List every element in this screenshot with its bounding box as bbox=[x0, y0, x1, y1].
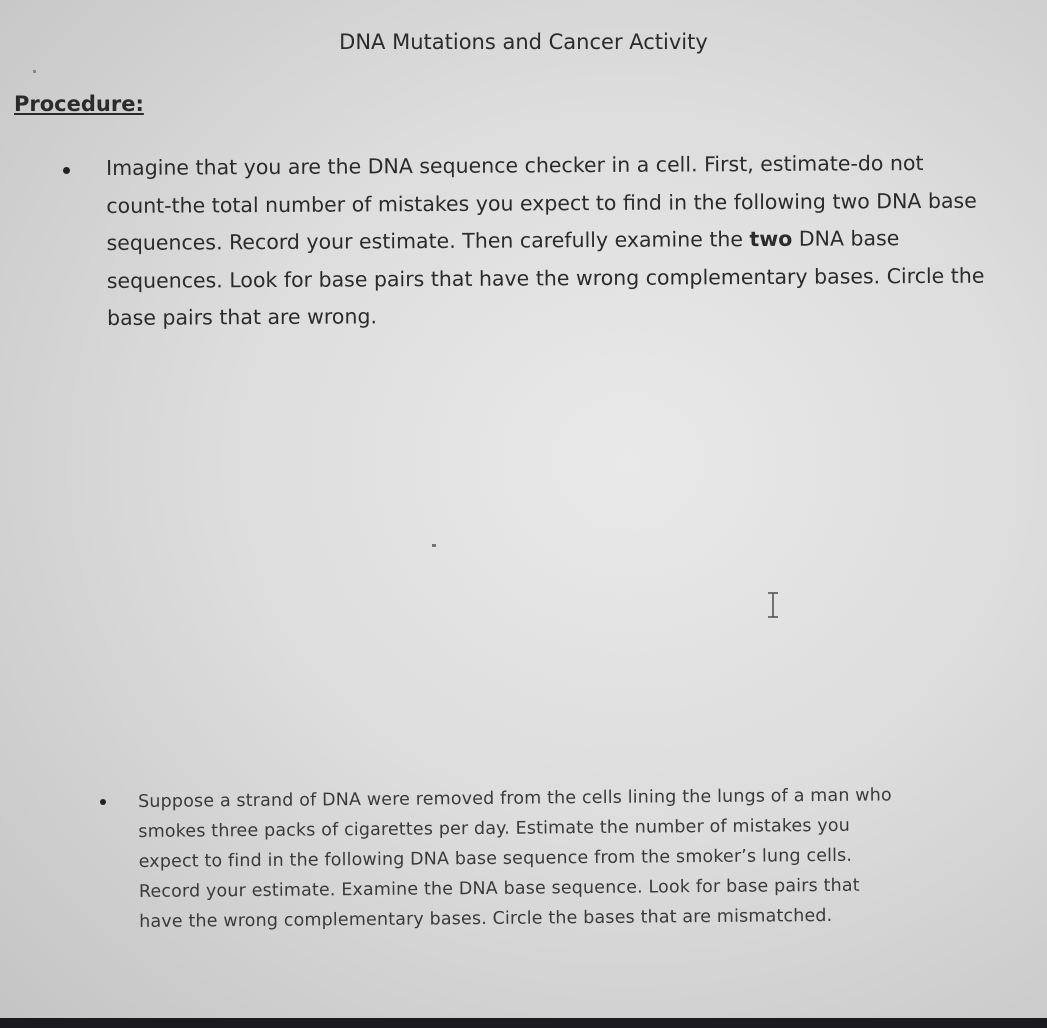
step-2-line: Record your estimate. Examine the DNA base sequence. Look for base pairs that bbox=[138, 875, 860, 902]
step-2-line: Suppose a strand of DNA were removed from the cells lining the lungs of a man who bbox=[138, 785, 892, 812]
text-cursor-icon bbox=[766, 591, 780, 619]
step-1-line-part: sequences. Record your estimate. Then carefully examine the bbox=[106, 227, 744, 255]
procedure-step-1 bbox=[106, 144, 1037, 337]
page-title: DNA Mutations and Cancer Activity bbox=[339, 30, 708, 54]
bullet-icon bbox=[100, 799, 106, 805]
step-2-line: expect to find in the following DNA base sequence from the smoker’s lung cells. bbox=[138, 845, 853, 872]
step-2-line: smokes three packs of cigarettes per day. Estimate the number of mistakes you bbox=[138, 815, 851, 842]
scan-speck bbox=[432, 544, 436, 547]
bullet-icon bbox=[63, 167, 70, 174]
step-1-line: base pairs that are wrong. bbox=[106, 304, 378, 330]
step-1-line: sequences. Look for base pairs that have the wrong complementary bases. Circle the bbox=[106, 263, 985, 293]
emphasis-word: two bbox=[749, 226, 793, 252]
step-1-line bbox=[106, 219, 1036, 262]
monitor-bezel bbox=[0, 1018, 1047, 1028]
procedure-step-2 bbox=[138, 779, 1019, 937]
step-2-line: have the wrong complementary bases. Circle the bases that are mismatched. bbox=[139, 905, 833, 932]
step-1-line: Imagine that you are the DNA sequence checker in a cell. First, estimate-do not bbox=[106, 151, 924, 180]
procedure-heading: Procedure: bbox=[14, 92, 144, 116]
scan-speck bbox=[33, 70, 36, 73]
step-1-line-part: DNA base bbox=[798, 226, 900, 251]
step-1-line: count-the total number of mistakes you expect to find in the following two DNA base bbox=[106, 188, 977, 218]
